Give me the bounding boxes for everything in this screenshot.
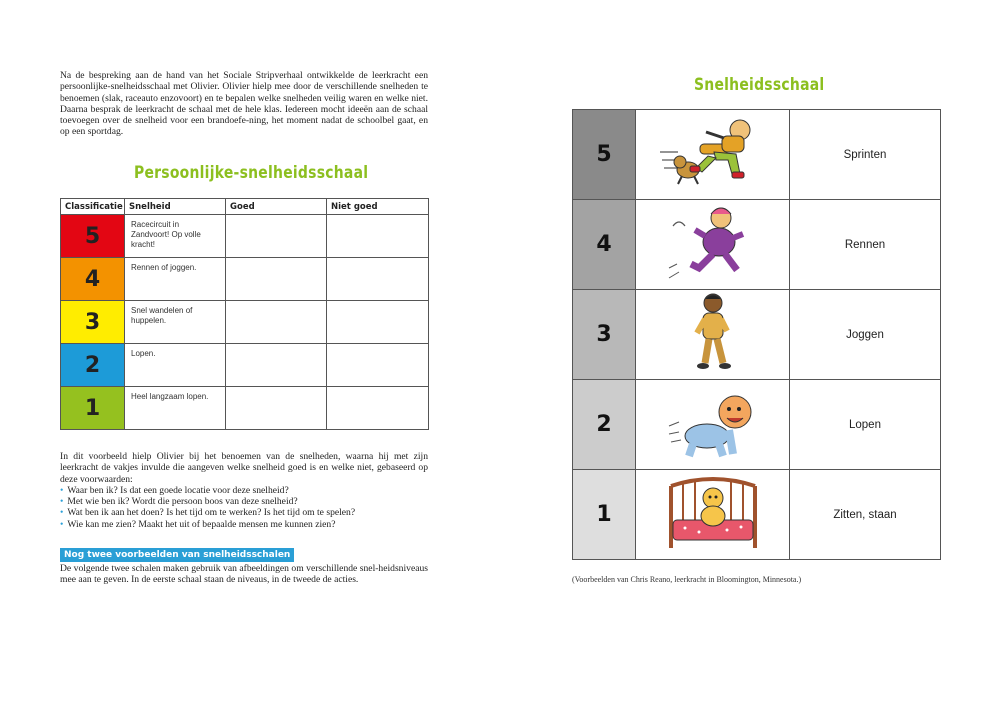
caption: (Voorbeelden van Chris Reano, leerkracht in Bloomington, Minnesota.)	[572, 575, 802, 584]
baby-in-crib-icon	[665, 472, 761, 552]
list-item: • Met wie ben ik? Wordt die persoon boos van deze snelheid?	[60, 496, 428, 507]
table-header-row	[61, 199, 429, 215]
table-row	[573, 110, 941, 200]
action-label: Lopen	[790, 380, 941, 470]
table-row	[573, 200, 941, 290]
speed-cell: Heel langzaam lopen.	[125, 387, 226, 430]
walking-boy-icon	[683, 291, 743, 373]
conditions-block	[60, 451, 428, 530]
speed-cell: Rennen of joggen.	[125, 258, 226, 301]
illustration-cell	[636, 380, 790, 470]
table-row	[61, 344, 429, 387]
not-good-cell	[327, 301, 429, 344]
table-row	[573, 290, 941, 380]
illustration-cell	[636, 110, 790, 200]
level-cell: 1	[61, 387, 125, 430]
level-cell: 5	[61, 215, 125, 258]
action-label: Zitten, staan	[790, 470, 941, 560]
level-cell: 2	[61, 344, 125, 387]
conditions-intro: In dit voorbeeld hielp Olivier bij het benoemen van de snelheden, waarna hij met zijn leerkracht de vakjes invulde die aangeven welke snelheid goed is en welke niet, gebaseerd op deze voorwaarden:	[60, 451, 428, 485]
examples-subheading: Nog twee voorbeelden van snelheidsschalen	[60, 548, 294, 562]
good-cell	[226, 301, 327, 344]
illustration-cell	[636, 470, 790, 560]
table-row	[61, 387, 429, 430]
level-cell: 3	[573, 290, 636, 380]
crawling-baby-icon	[663, 382, 763, 462]
not-good-cell	[327, 215, 429, 258]
speed-scale-heading: Snelheidsschaal	[694, 75, 825, 95]
table-row	[573, 380, 941, 470]
level-cell: 3	[61, 301, 125, 344]
illustration-cell	[636, 290, 790, 380]
not-good-cell	[327, 387, 429, 430]
level-cell: 5	[573, 110, 636, 200]
good-cell	[226, 387, 327, 430]
table-row	[61, 215, 429, 258]
level-cell: 4	[61, 258, 125, 301]
speed-cell: Racecircuit in Zandvoort! Op volle kracht!	[125, 215, 226, 258]
good-cell	[226, 344, 327, 387]
personal-scale-heading: Persoonlijke-snelheidsschaal	[134, 163, 369, 183]
speed-cell: Snel wandelen of huppelen.	[125, 301, 226, 344]
header-classificatie: Classificatie	[61, 199, 125, 215]
not-good-cell	[327, 258, 429, 301]
list-item: • Wat ben ik aan het doen? Is het tijd om te werken? Is het tijd om te spelen?	[60, 507, 428, 518]
list-item: • Waar ben ik? Is dat een goede locatie voor deze snelheid?	[60, 485, 428, 496]
table-row	[573, 470, 941, 560]
header-goed: Goed	[226, 199, 327, 215]
not-good-cell	[327, 344, 429, 387]
action-label: Rennen	[790, 200, 941, 290]
table-row	[61, 258, 429, 301]
level-cell: 1	[573, 470, 636, 560]
good-cell	[226, 258, 327, 301]
intro-paragraph: Na de bespreking aan de hand van het Sociale Stripverhaal ontwikkelde de leerkracht een persoonlijke-snelheidsschaal met Olivier. Olivier hielp mee door de verschillende snelheden te benoemen (slak, raceauto enzovoort) en te bepalen welke snelheden veilig waren en welke niet. Daarna besprak de leerkracht de schaal met de hele klas. Iedereen mocht ideeën aan de schaal toevoegen over de snelheid voor een brandoefe-ning, het moment nadat de schoolbel gaat, en op een sportdag.	[60, 70, 428, 138]
list-item: • Wie kan me zien? Maakt het uit of bepaalde mensen me kunnen zien?	[60, 519, 428, 530]
running-woman-icon	[663, 202, 763, 282]
action-label: Sprinten	[790, 110, 941, 200]
level-cell: 2	[573, 380, 636, 470]
level-cell: 4	[573, 200, 636, 290]
conditions-list	[60, 485, 428, 530]
speed-scale-table	[572, 109, 941, 560]
action-label: Joggen	[790, 290, 941, 380]
examples-paragraph: De volgende twee schalen maken gebruik van afbeeldingen om verschillende snel-heidsniveaus mee aan te geven. In de eerste schaal staan de niveaus, in de tweede de acties.	[60, 563, 428, 586]
illustration-cell	[636, 200, 790, 290]
header-snelheid: Snelheid	[125, 199, 226, 215]
header-niet-goed: Niet goed	[327, 199, 429, 215]
personal-speed-table	[60, 198, 429, 430]
speed-cell: Lopen.	[125, 344, 226, 387]
table-row	[61, 301, 429, 344]
sprinting-man-with-dog-icon	[658, 114, 768, 190]
good-cell	[226, 215, 327, 258]
